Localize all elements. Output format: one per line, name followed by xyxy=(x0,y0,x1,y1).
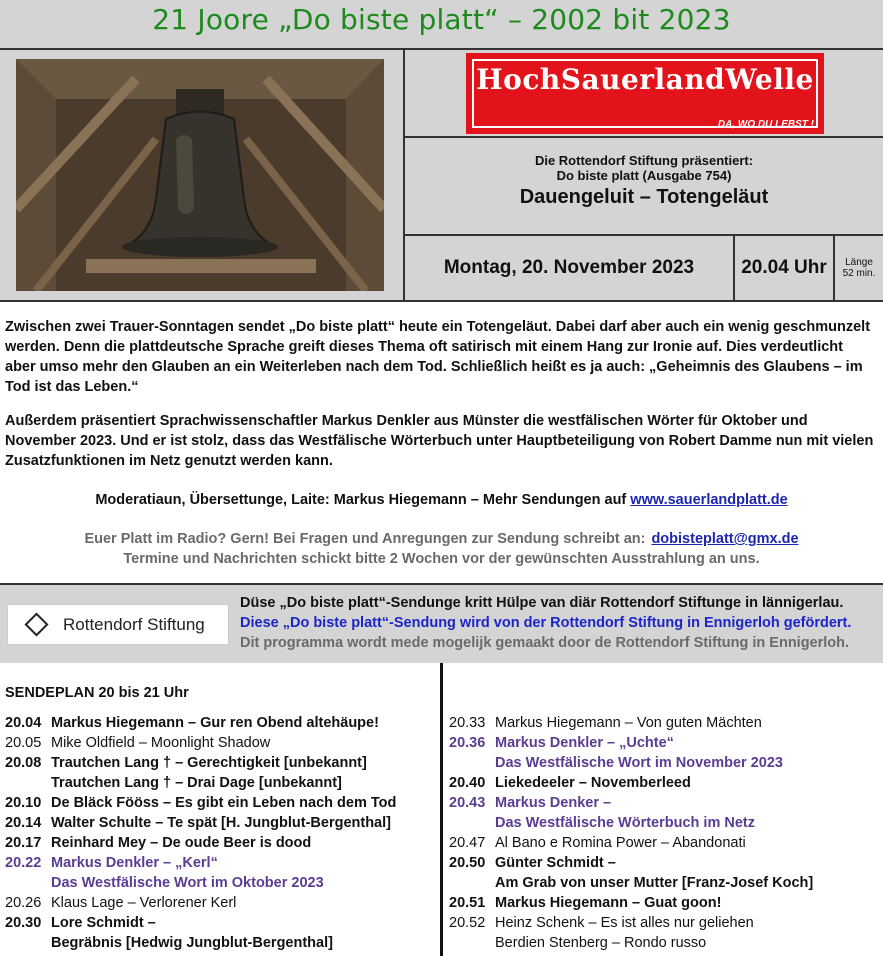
entry-time: 20.30 xyxy=(5,915,42,931)
entry-time: 20.17 xyxy=(5,835,42,851)
entry-title: Klaus Lage – Verlorener Kerl xyxy=(51,895,237,911)
schedule-entry xyxy=(449,853,879,873)
schedule-entry xyxy=(449,873,879,893)
sponsor-text xyxy=(240,593,851,653)
website-link[interactable]: www.sauerlandplatt.de xyxy=(630,492,788,508)
entry-time: 20.43 xyxy=(449,795,486,811)
entry-time xyxy=(449,933,495,953)
sponsor-line-dutch: Dit programma wordt mede mogelijk gemaakt door de Rottendorf Stiftung in Ennigerloh. xyxy=(240,635,850,651)
schedule-entry xyxy=(5,733,435,753)
entry-time: 20.51 xyxy=(449,895,486,911)
entry-title: Trautchen Lang † – Gerechtigkeit [unbekannt] xyxy=(51,755,367,771)
schedule-entry xyxy=(449,713,879,733)
header xyxy=(0,50,883,302)
logo-name: HochSauerlandWelle xyxy=(476,63,814,96)
entry-title: Walter Schulte – Te spät [H. Jungblut-Bergenthal] xyxy=(51,815,391,831)
entry-time: 20.33 xyxy=(449,715,486,731)
length-label: Länge xyxy=(845,257,873,268)
broadcast-date: Montag, 20. November 2023 xyxy=(405,236,735,300)
schedule-entry xyxy=(449,793,879,813)
entry-title: Markus Hiegemann – Gur ren Obend altehäupe! xyxy=(51,715,379,731)
entry-time: 20.04 xyxy=(5,715,42,731)
entry-title: Heinz Schenk – Es ist alles nur geliehen xyxy=(495,915,754,931)
entry-time: 20.50 xyxy=(449,855,486,871)
entry-title: Das Westfälische Wort im Oktober 2023 xyxy=(51,875,324,891)
schedule-entry xyxy=(5,833,435,853)
schedule-entry xyxy=(449,933,879,953)
entry-time: 20.05 xyxy=(5,735,42,751)
entry-time: 20.26 xyxy=(5,895,42,911)
entry-time xyxy=(5,873,51,893)
entry-title: Markus Hiegemann – Von guten Mächten xyxy=(495,715,762,731)
entry-title: Markus Denker – xyxy=(495,795,612,811)
broadcast-time: 20.04 Uhr xyxy=(735,236,835,300)
page-title: 21 Joore „Do biste platt“ – 2002 bit 2023 xyxy=(152,3,731,36)
rottendorf-logo-text: Rottendorf Stiftung xyxy=(63,615,205,634)
schedule-entry xyxy=(5,773,435,793)
contact-text: Euer Platt im Radio? Gern! Bei Fragen und Anregungen zur Sendung schreibt an: xyxy=(84,531,646,547)
edition-line: Do biste platt (Ausgabe 754) xyxy=(556,168,732,183)
credit-line xyxy=(0,492,883,508)
schedule-left-column xyxy=(5,685,435,953)
column-divider xyxy=(440,663,443,956)
entry-title: Das Westfälische Wörterbuch im Netz xyxy=(495,815,755,831)
entry-title: Mike Oldfield – Moonlight Shadow xyxy=(51,735,271,751)
entry-time: 20.47 xyxy=(449,835,486,851)
schedule-entry xyxy=(449,733,879,753)
contact-block xyxy=(0,529,883,569)
sponsor-line-platt: Düse „Do biste platt“-Sendunge kritt Hülpe van diär Rottendorf Stiftunge in lännigerlau. xyxy=(240,595,844,611)
email-link[interactable]: dobisteplatt@gmx.de xyxy=(651,531,799,547)
entry-time xyxy=(449,753,495,773)
photo-cell xyxy=(0,50,405,300)
schedule-entry xyxy=(5,813,435,833)
entry-time: 20.10 xyxy=(5,795,42,811)
sponsor-bar xyxy=(0,583,883,665)
schedule-entry xyxy=(5,853,435,873)
entry-title: Trautchen Lang † – Drai Dage [unbekannt] xyxy=(51,775,342,791)
entry-time: 20.52 xyxy=(449,915,486,931)
entry-title: Am Grab von unser Mutter [Franz-Josef Koch] xyxy=(495,875,814,891)
schedule-entry xyxy=(449,893,879,913)
schedule-entry xyxy=(5,713,435,733)
logo-tagline: DA, WO DU LEBST ! xyxy=(717,119,814,130)
show-info xyxy=(405,138,883,236)
intro-paragraph: Außerdem präsentiert Sprachwissenschaftler Markus Denkler aus Münster die westfälischen Wörter für Oktober und November 2023. Und er ist stolz, dass das Westfälische Wörterbuch unter Hauptbeteiligung von Robert Damme nun mit vielen Zusatzfunktionen im Netz genutzt werden kann. xyxy=(5,413,874,469)
entry-time: 20.08 xyxy=(5,755,42,771)
credit-text: Moderatiaun, Übersettunge, Laite: Markus Hiegemann – Mehr Sendungen auf xyxy=(95,492,627,508)
schedule-entry xyxy=(449,773,879,793)
entry-title: De Bläck Fööss – Es gibt ein Leben nach dem Tod xyxy=(51,795,397,811)
entry-time xyxy=(449,813,495,833)
schedule-right-column xyxy=(449,713,879,953)
entry-title: Al Bano e Romina Power – Abandonati xyxy=(495,835,746,851)
entry-time: 20.14 xyxy=(5,815,42,831)
schedule-entry xyxy=(5,893,435,913)
rottendorf-logo[interactable] xyxy=(7,604,229,645)
entry-time xyxy=(449,873,495,893)
schedule-entry xyxy=(5,933,435,953)
length-value: 52 min. xyxy=(842,268,876,279)
logo-cell xyxy=(405,50,883,138)
church-bell-photo xyxy=(16,59,384,291)
intro-paragraph: Zwischen zwei Trauer-Sonntagen sendet „Do biste platt“ heute ein Totengeläut. Dabei darf aber auch ein wenig geschmunzelt werden. Denn die plattdeutsche Sprache greift dieses Thema oft satirisch mit einem Hang zur Ironie auf. Dies verdeutlicht aber umso mehr den Glauben an ein Weiterleben nach dem Tod. Schließlich heißt es ja auch: „Geheimnis des Glaubens – im Tod ist das Leben.“ xyxy=(5,319,871,395)
schedule-entry xyxy=(449,833,879,853)
schedule-entry xyxy=(5,793,435,813)
intro-text xyxy=(5,317,875,485)
entry-title: Markus Denkler – „Uchte“ xyxy=(495,735,674,751)
entry-time xyxy=(5,773,51,793)
entry-title: Markus Denkler – „Kerl“ xyxy=(51,855,218,871)
contact-note: Termine und Nachrichten schickt bitte 2 Wochen vor der gewünschten Ausstrahlung an uns. xyxy=(123,551,760,567)
broadcast-length xyxy=(835,236,883,300)
entry-title: Begräbnis [Hedwig Jungblut-Bergenthal] xyxy=(51,935,333,951)
entry-time: 20.40 xyxy=(449,775,486,791)
entry-title: Günter Schmidt – xyxy=(495,855,616,871)
schedule-entry xyxy=(5,873,435,893)
entry-title: Markus Hiegemann – Guat goon! xyxy=(495,895,722,911)
schedule-entry xyxy=(5,753,435,773)
entry-title: Lore Schmidt – xyxy=(51,915,156,931)
schedule-entry xyxy=(449,913,879,933)
schedule-entry xyxy=(449,813,879,833)
radio-logo[interactable] xyxy=(466,53,824,134)
entry-title: Das Westfälische Wort im November 2023 xyxy=(495,755,783,771)
schedule-heading: SENDEPLAN 20 bis 21 Uhr xyxy=(5,685,189,701)
schedule xyxy=(0,663,883,956)
schedule-entry xyxy=(5,913,435,933)
entry-title: Berdien Stenberg – Rondo russo xyxy=(495,935,707,951)
entry-title: Liekedeeler – Novemberleed xyxy=(495,775,691,791)
show-topic: Dauengeluit – Totengeläut xyxy=(519,186,769,208)
diamond-icon xyxy=(24,612,48,636)
entry-time: 20.22 xyxy=(5,855,42,871)
presenter-line: Die Rottendorf Stiftung präsentiert: xyxy=(534,153,754,168)
entry-time: 20.36 xyxy=(449,735,486,751)
bell-illustration xyxy=(16,59,384,291)
sponsor-line-german: Diese „Do biste platt“-Sendung wird von der Rottendorf Stiftung in Ennigerloh gefördert. xyxy=(240,615,852,631)
entry-title: Reinhard Mey – De oude Beer is dood xyxy=(51,835,312,851)
entry-time xyxy=(5,933,51,953)
title-bar xyxy=(0,0,883,50)
schedule-entry xyxy=(449,753,879,773)
